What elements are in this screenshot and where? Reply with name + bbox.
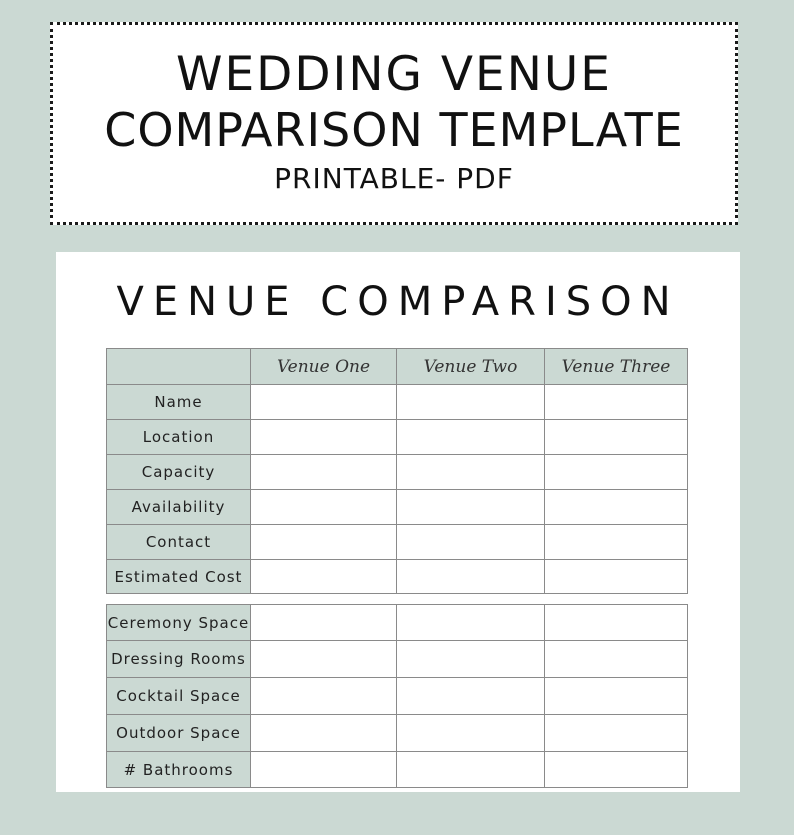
cell-dressing-rooms-venue-three[interactable] [545,641,688,678]
cell-availability-venue-two[interactable] [397,490,545,525]
table-row [107,490,688,525]
table-row [107,715,688,752]
venue-two-header: Venue Two [397,349,545,385]
cell-estimated-cost-venue-three[interactable] [545,560,688,594]
cell-location-venue-one[interactable] [251,420,397,455]
row-label-contact: Contact [107,525,251,560]
cell-estimated-cost-venue-one[interactable] [251,560,397,594]
row-label-availability: Availability [107,490,251,525]
row-label-dressing-rooms: Dressing Rooms [107,641,251,678]
cell-ceremony-space-venue-one[interactable] [251,605,397,641]
comparison-sheet [56,252,740,792]
table-row [107,641,688,678]
cell-cocktail-space-venue-one[interactable] [251,678,397,715]
title-banner [50,22,738,225]
row-label-ceremony-space: Ceremony Space [107,605,251,641]
row-label-capacity: Capacity [107,455,251,490]
cell-location-venue-three[interactable] [545,420,688,455]
cell-availability-venue-one[interactable] [251,490,397,525]
cell-dressing-rooms-venue-two[interactable] [397,641,545,678]
cell-location-venue-two[interactable] [397,420,545,455]
cell-name-venue-two[interactable] [397,385,545,420]
cell-estimated-cost-venue-two[interactable] [397,560,545,594]
banner-title-line1: WEDDING VENUE [175,47,613,102]
cell-name-venue-one[interactable] [251,385,397,420]
table-row [107,678,688,715]
cell-cocktail-space-venue-two[interactable] [397,678,545,715]
row-label-location: Location [107,420,251,455]
cell-bathrooms-venue-three[interactable] [545,752,688,788]
cell-bathrooms-venue-one[interactable] [251,752,397,788]
table-row [107,525,688,560]
cell-outdoor-space-venue-two[interactable] [397,715,545,752]
table-row [107,420,688,455]
comparison-table-spaces [106,604,688,788]
row-label-cocktail-space: Cocktail Space [107,678,251,715]
table-row [107,385,688,420]
cell-capacity-venue-one[interactable] [251,455,397,490]
row-label-bathrooms: # Bathrooms [107,752,251,788]
table-row [107,605,688,641]
corner-cell [107,349,251,385]
cell-outdoor-space-venue-one[interactable] [251,715,397,752]
table-row [107,752,688,788]
banner-title-line2: COMPARISON TEMPLATE [104,103,684,157]
row-label-name: Name [107,385,251,420]
cell-bathrooms-venue-two[interactable] [397,752,545,788]
venue-one-header: Venue One [251,349,397,385]
sheet-title: VENUE COMPARISON [116,279,680,325]
header-row [107,349,688,385]
cell-availability-venue-three[interactable] [545,490,688,525]
venue-three-header: Venue Three [545,349,688,385]
cell-contact-venue-one[interactable] [251,525,397,560]
cell-contact-venue-two[interactable] [397,525,545,560]
cell-name-venue-three[interactable] [545,385,688,420]
row-label-estimated-cost: Estimated Cost [107,560,251,594]
cell-ceremony-space-venue-three[interactable] [545,605,688,641]
cell-outdoor-space-venue-three[interactable] [545,715,688,752]
cell-dressing-rooms-venue-one[interactable] [251,641,397,678]
cell-ceremony-space-venue-two[interactable] [397,605,545,641]
table-row [107,560,688,594]
cell-capacity-venue-three[interactable] [545,455,688,490]
table-row [107,455,688,490]
cell-cocktail-space-venue-three[interactable] [545,678,688,715]
comparison-table-general [106,348,688,594]
cell-capacity-venue-two[interactable] [397,455,545,490]
cell-contact-venue-three[interactable] [545,525,688,560]
banner-subtitle: PRINTABLE- PDF [274,162,514,195]
row-label-outdoor-space: Outdoor Space [107,715,251,752]
